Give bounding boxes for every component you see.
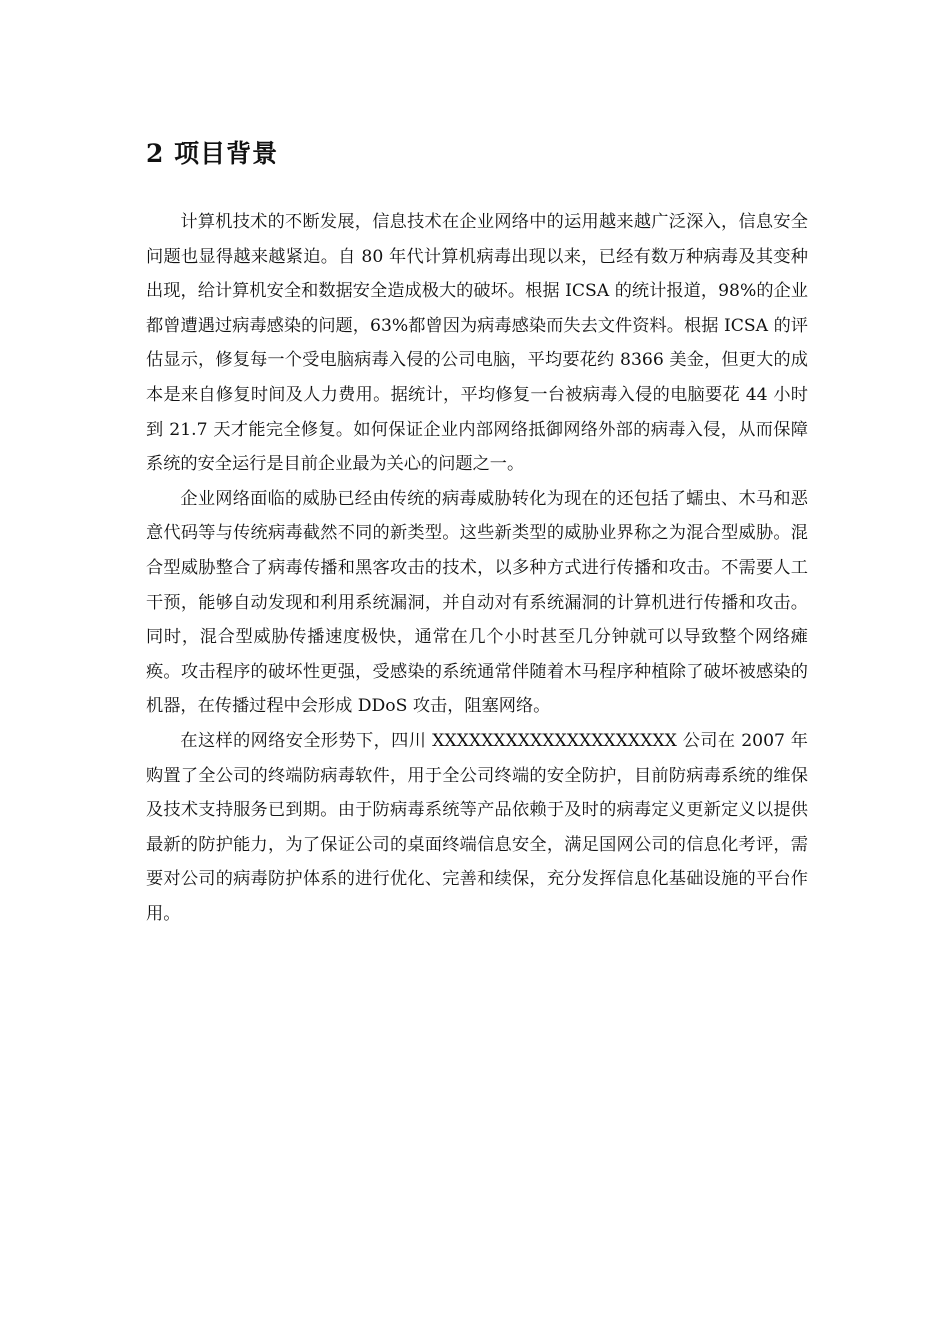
section-body xyxy=(146,205,808,931)
paragraph-background-intro: 计算机技术的不断发展，信息技术在企业网络中的运用越来越广泛深入，信息安全问题也显得越来越紧迫。自 80 年代计算机病毒出现以来，已经有数万种病毒及其变种出现，给计算机安全和数据安全造成极大的破坏。根据 ICSA 的统计报道，98%的企业都曾遭遇过病毒感染的问题，63%都曾因为病毒感染而失去文件资料。根据 ICSA 的评估显示，修复每一个受电脑病毒入侵的公司电脑，平均要花约 8366 美金，但更大的成本是来自修复时间及人力费用。据统计，平均修复一台被病毒入侵的电脑要花 44 小时到 21.7 天才能完全修复。如何保证企业内部网络抵御网络外部的病毒入侵，从而保障系统的安全运行是目前企业最为关心的问题之一。 xyxy=(146,212,808,475)
paragraph-project-need: 在这样的网络安全形势下，四川 XXXXXXXXXXXXXXXXXXXX 公司在 2007 年购置了全公司的终端防病毒软件，用于全公司终端的安全防护，目前防病毒系统的维保及技术支持服务已到期。由于防病毒系统等产品依赖于及时的病毒定义更新定义以提供最新的防护能力，为了保证公司的桌面终端信息安全，满足国网公司的信息化考评，需要对公司的病毒防护体系的进行优化、完善和续保，充分发挥信息化基础设施的平台作用。 xyxy=(146,730,808,924)
section-heading: 2 项目背景 xyxy=(146,139,279,168)
paragraph-threat-evolution: 企业网络面临的威胁已经由传统的病毒威胁转化为现在的还包括了蠕虫、木马和恶意代码等与传统病毒截然不同的新类型。这些新类型的威胁业界称之为混合型威胁。混合型威胁整合了病毒传播和黑客攻击的技术，以多种方式进行传播和攻击。不需要人工干预，能够自动发现和利用系统漏洞，并自动对有系统漏洞的计算机进行传播和攻击。同时，混合型威胁传播速度极快，通常在几个小时甚至几分钟就可以导致整个网络瘫痪。攻击程序的破坏性更强，受感染的系统通常伴随着木马程序种植除了破坏被感染的机器，在传播过程中会形成 DDoS 攻击，阻塞网络。 xyxy=(146,488,808,717)
